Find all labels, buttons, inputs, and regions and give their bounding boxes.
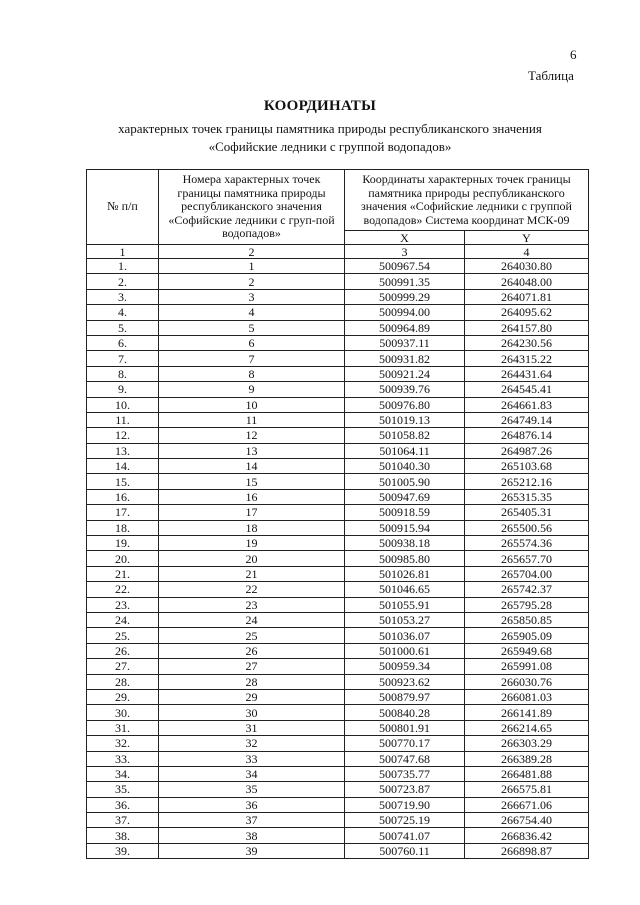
x-coordinate-cell: 501055.91 xyxy=(345,597,465,612)
point-number-cell: 25 xyxy=(159,628,345,643)
y-coordinate-cell: 266754.40 xyxy=(465,813,589,828)
table-row xyxy=(87,459,589,474)
point-number-cell: 7 xyxy=(159,351,345,366)
document-title: КООРДИНАТЫ xyxy=(263,98,377,114)
x-coordinate-cell: 500923.62 xyxy=(345,674,465,689)
point-number-cell: 33 xyxy=(159,751,345,766)
table-row xyxy=(87,674,589,689)
table-label: Таблица xyxy=(528,68,574,83)
point-number-cell: 3 xyxy=(159,289,345,304)
row-number-cell: 14. xyxy=(87,459,159,474)
table-row xyxy=(87,659,589,674)
x-coordinate-cell: 501026.81 xyxy=(345,566,465,581)
coordinates-table xyxy=(86,169,589,859)
row-number-cell: 10. xyxy=(87,397,159,412)
x-coordinate-cell: 500741.07 xyxy=(345,828,465,843)
table-row xyxy=(87,720,589,735)
point-number-cell: 12 xyxy=(159,428,345,443)
point-number-cell: 17 xyxy=(159,505,345,520)
y-coordinate-cell: 265905.09 xyxy=(465,628,589,643)
point-number-cell: 26 xyxy=(159,643,345,658)
x-coordinate-cell: 501005.90 xyxy=(345,474,465,489)
row-number-cell: 28. xyxy=(87,674,159,689)
x-coordinate-cell: 500937.11 xyxy=(345,335,465,350)
column-index: 3 xyxy=(345,245,465,259)
col-y-header: Y xyxy=(465,231,589,245)
point-number-cell: 10 xyxy=(159,397,345,412)
row-number-cell: 34. xyxy=(87,766,159,781)
y-coordinate-cell: 264095.62 xyxy=(465,305,589,320)
col-x-header: X xyxy=(345,231,465,245)
row-number-cell: 39. xyxy=(87,843,159,858)
row-number-cell: 36. xyxy=(87,797,159,812)
y-coordinate-cell: 264431.64 xyxy=(465,366,589,381)
column-index: 4 xyxy=(465,245,589,259)
point-number-cell: 37 xyxy=(159,813,345,828)
y-coordinate-cell: 266303.29 xyxy=(465,736,589,751)
row-number-cell: 17. xyxy=(87,505,159,520)
point-number-cell: 39 xyxy=(159,843,345,858)
row-number-cell: 35. xyxy=(87,782,159,797)
x-coordinate-cell: 501064.11 xyxy=(345,443,465,458)
point-number-cell: 18 xyxy=(159,520,345,535)
x-coordinate-cell: 500976.80 xyxy=(345,397,465,412)
table-row xyxy=(87,797,589,812)
point-number-cell: 23 xyxy=(159,597,345,612)
col-number-header: № п/п xyxy=(87,170,159,245)
x-coordinate-cell: 500915.94 xyxy=(345,520,465,535)
column-index-row xyxy=(87,245,589,259)
row-number-cell: 27. xyxy=(87,659,159,674)
col-coordinates-header: Координаты характерных точек границы памятника природы республиканского значения «Софийские ледники с группой водопадов» Система координат МСК-09 xyxy=(345,170,589,231)
table-row xyxy=(87,520,589,535)
table-row xyxy=(87,813,589,828)
x-coordinate-cell: 501000.61 xyxy=(345,643,465,658)
y-coordinate-cell: 264987.26 xyxy=(465,443,589,458)
x-coordinate-cell: 500959.34 xyxy=(345,659,465,674)
y-coordinate-cell: 264661.83 xyxy=(465,397,589,412)
table-row xyxy=(87,320,589,335)
point-number-cell: 13 xyxy=(159,443,345,458)
y-coordinate-cell: 265657.70 xyxy=(465,551,589,566)
table-row xyxy=(87,628,589,643)
table-row xyxy=(87,259,589,274)
row-number-cell: 29. xyxy=(87,689,159,704)
y-coordinate-cell: 264876.14 xyxy=(465,428,589,443)
document-subtitle: характерных точек границы памятника природы республиканского значения «Софийские ледники с группой водопадов» xyxy=(118,121,542,154)
x-coordinate-cell: 500879.97 xyxy=(345,689,465,704)
row-number-cell: 8. xyxy=(87,366,159,381)
column-index: 1 xyxy=(87,245,159,259)
col-point-number-header: Номера характерных точек границы памятника природы республиканского значения «Софийские ледники с груп-пой водопадов» xyxy=(159,170,345,245)
table-row xyxy=(87,736,589,751)
table-row xyxy=(87,536,589,551)
y-coordinate-cell: 265500.56 xyxy=(465,520,589,535)
point-number-cell: 11 xyxy=(159,412,345,427)
x-coordinate-cell: 500760.11 xyxy=(345,843,465,858)
x-coordinate-cell: 500938.18 xyxy=(345,536,465,551)
y-coordinate-cell: 265103.68 xyxy=(465,459,589,474)
point-number-cell: 28 xyxy=(159,674,345,689)
y-coordinate-cell: 265212.16 xyxy=(465,474,589,489)
x-coordinate-cell: 500735.77 xyxy=(345,766,465,781)
table-row xyxy=(87,843,589,858)
point-number-cell: 29 xyxy=(159,689,345,704)
row-number-cell: 12. xyxy=(87,428,159,443)
x-coordinate-cell: 500725.19 xyxy=(345,813,465,828)
row-number-cell: 13. xyxy=(87,443,159,458)
point-number-cell: 35 xyxy=(159,782,345,797)
x-coordinate-cell: 500918.59 xyxy=(345,505,465,520)
y-coordinate-cell: 265991.08 xyxy=(465,659,589,674)
y-coordinate-cell: 266898.87 xyxy=(465,843,589,858)
x-coordinate-cell: 500964.89 xyxy=(345,320,465,335)
column-index: 2 xyxy=(159,245,345,259)
y-coordinate-cell: 264230.56 xyxy=(465,335,589,350)
x-coordinate-cell: 500719.90 xyxy=(345,797,465,812)
x-coordinate-cell: 500967.54 xyxy=(345,259,465,274)
x-coordinate-cell: 500770.17 xyxy=(345,736,465,751)
y-coordinate-cell: 264048.00 xyxy=(465,274,589,289)
y-coordinate-cell: 265850.85 xyxy=(465,612,589,627)
row-number-cell: 33. xyxy=(87,751,159,766)
table-row xyxy=(87,289,589,304)
y-coordinate-cell: 266389.28 xyxy=(465,751,589,766)
table-row xyxy=(87,397,589,412)
table-row xyxy=(87,505,589,520)
point-number-cell: 38 xyxy=(159,828,345,843)
table-row xyxy=(87,766,589,781)
row-number-cell: 3. xyxy=(87,289,159,304)
table-row xyxy=(87,489,589,504)
point-number-cell: 34 xyxy=(159,766,345,781)
row-number-cell: 20. xyxy=(87,551,159,566)
y-coordinate-cell: 266030.76 xyxy=(465,674,589,689)
x-coordinate-cell: 500994.00 xyxy=(345,305,465,320)
table-row xyxy=(87,705,589,720)
row-number-cell: 26. xyxy=(87,643,159,658)
table-row xyxy=(87,335,589,350)
row-number-cell: 24. xyxy=(87,612,159,627)
point-number-cell: 16 xyxy=(159,489,345,504)
x-coordinate-cell: 500999.29 xyxy=(345,289,465,304)
x-coordinate-cell: 501058.82 xyxy=(345,428,465,443)
table-row xyxy=(87,828,589,843)
x-coordinate-cell: 501019.13 xyxy=(345,412,465,427)
x-coordinate-cell: 500723.87 xyxy=(345,782,465,797)
point-number-cell: 14 xyxy=(159,459,345,474)
row-number-cell: 6. xyxy=(87,335,159,350)
row-number-cell: 16. xyxy=(87,489,159,504)
row-number-cell: 19. xyxy=(87,536,159,551)
row-number-cell: 7. xyxy=(87,351,159,366)
x-coordinate-cell: 501053.27 xyxy=(345,612,465,627)
y-coordinate-cell: 264315.22 xyxy=(465,351,589,366)
point-number-cell: 15 xyxy=(159,474,345,489)
x-coordinate-cell: 500931.82 xyxy=(345,351,465,366)
x-coordinate-cell: 500991.35 xyxy=(345,274,465,289)
table-row xyxy=(87,443,589,458)
row-number-cell: 37. xyxy=(87,813,159,828)
y-coordinate-cell: 265315.35 xyxy=(465,489,589,504)
y-coordinate-cell: 266141.89 xyxy=(465,705,589,720)
table-row xyxy=(87,305,589,320)
row-number-cell: 31. xyxy=(87,720,159,735)
table-row xyxy=(87,751,589,766)
point-number-cell: 22 xyxy=(159,582,345,597)
table-row xyxy=(87,274,589,289)
y-coordinate-cell: 264030.80 xyxy=(465,259,589,274)
table-row xyxy=(87,612,589,627)
table-row xyxy=(87,428,589,443)
row-number-cell: 4. xyxy=(87,305,159,320)
point-number-cell: 4 xyxy=(159,305,345,320)
point-number-cell: 5 xyxy=(159,320,345,335)
x-coordinate-cell: 501040.30 xyxy=(345,459,465,474)
x-coordinate-cell: 501036.07 xyxy=(345,628,465,643)
row-number-cell: 5. xyxy=(87,320,159,335)
y-coordinate-cell: 266836.42 xyxy=(465,828,589,843)
point-number-cell: 9 xyxy=(159,382,345,397)
y-coordinate-cell: 266481.88 xyxy=(465,766,589,781)
point-number-cell: 20 xyxy=(159,551,345,566)
x-coordinate-cell: 500985.80 xyxy=(345,551,465,566)
point-number-cell: 36 xyxy=(159,797,345,812)
y-coordinate-cell: 265742.37 xyxy=(465,582,589,597)
table-row xyxy=(87,782,589,797)
point-number-cell: 32 xyxy=(159,736,345,751)
page-number: 6 xyxy=(570,47,577,62)
point-number-cell: 19 xyxy=(159,536,345,551)
point-number-cell: 30 xyxy=(159,705,345,720)
y-coordinate-cell: 264545.41 xyxy=(465,382,589,397)
row-number-cell: 1. xyxy=(87,259,159,274)
row-number-cell: 32. xyxy=(87,736,159,751)
row-number-cell: 11. xyxy=(87,412,159,427)
point-number-cell: 27 xyxy=(159,659,345,674)
table-row xyxy=(87,366,589,381)
x-coordinate-cell: 501046.65 xyxy=(345,582,465,597)
point-number-cell: 24 xyxy=(159,612,345,627)
row-number-cell: 15. xyxy=(87,474,159,489)
y-coordinate-cell: 264071.81 xyxy=(465,289,589,304)
row-number-cell: 30. xyxy=(87,705,159,720)
point-number-cell: 21 xyxy=(159,566,345,581)
x-coordinate-cell: 500840.28 xyxy=(345,705,465,720)
point-number-cell: 2 xyxy=(159,274,345,289)
table-row xyxy=(87,551,589,566)
x-coordinate-cell: 500947.69 xyxy=(345,489,465,504)
point-number-cell: 1 xyxy=(159,259,345,274)
table-row xyxy=(87,643,589,658)
table-row xyxy=(87,412,589,427)
row-number-cell: 38. xyxy=(87,828,159,843)
y-coordinate-cell: 265795.28 xyxy=(465,597,589,612)
table-header-row xyxy=(87,170,589,231)
y-coordinate-cell: 265574.36 xyxy=(465,536,589,551)
x-coordinate-cell: 500939.76 xyxy=(345,382,465,397)
table-row xyxy=(87,351,589,366)
y-coordinate-cell: 265704.00 xyxy=(465,566,589,581)
row-number-cell: 25. xyxy=(87,628,159,643)
y-coordinate-cell: 265949.68 xyxy=(465,643,589,658)
table-row xyxy=(87,566,589,581)
point-number-cell: 8 xyxy=(159,366,345,381)
point-number-cell: 31 xyxy=(159,720,345,735)
x-coordinate-cell: 500747.68 xyxy=(345,751,465,766)
table-row xyxy=(87,689,589,704)
point-number-cell: 6 xyxy=(159,335,345,350)
x-coordinate-cell: 500801.91 xyxy=(345,720,465,735)
y-coordinate-cell: 266671.06 xyxy=(465,797,589,812)
row-number-cell: 23. xyxy=(87,597,159,612)
y-coordinate-cell: 264749.14 xyxy=(465,412,589,427)
y-coordinate-cell: 265405.31 xyxy=(465,505,589,520)
y-coordinate-cell: 266214.65 xyxy=(465,720,589,735)
y-coordinate-cell: 266575.81 xyxy=(465,782,589,797)
y-coordinate-cell: 264157.80 xyxy=(465,320,589,335)
row-number-cell: 21. xyxy=(87,566,159,581)
table-row xyxy=(87,382,589,397)
row-number-cell: 18. xyxy=(87,520,159,535)
y-coordinate-cell: 266081.03 xyxy=(465,689,589,704)
row-number-cell: 22. xyxy=(87,582,159,597)
table-row xyxy=(87,597,589,612)
row-number-cell: 2. xyxy=(87,274,159,289)
table-row xyxy=(87,474,589,489)
row-number-cell: 9. xyxy=(87,382,159,397)
x-coordinate-cell: 500921.24 xyxy=(345,366,465,381)
table-row xyxy=(87,582,589,597)
